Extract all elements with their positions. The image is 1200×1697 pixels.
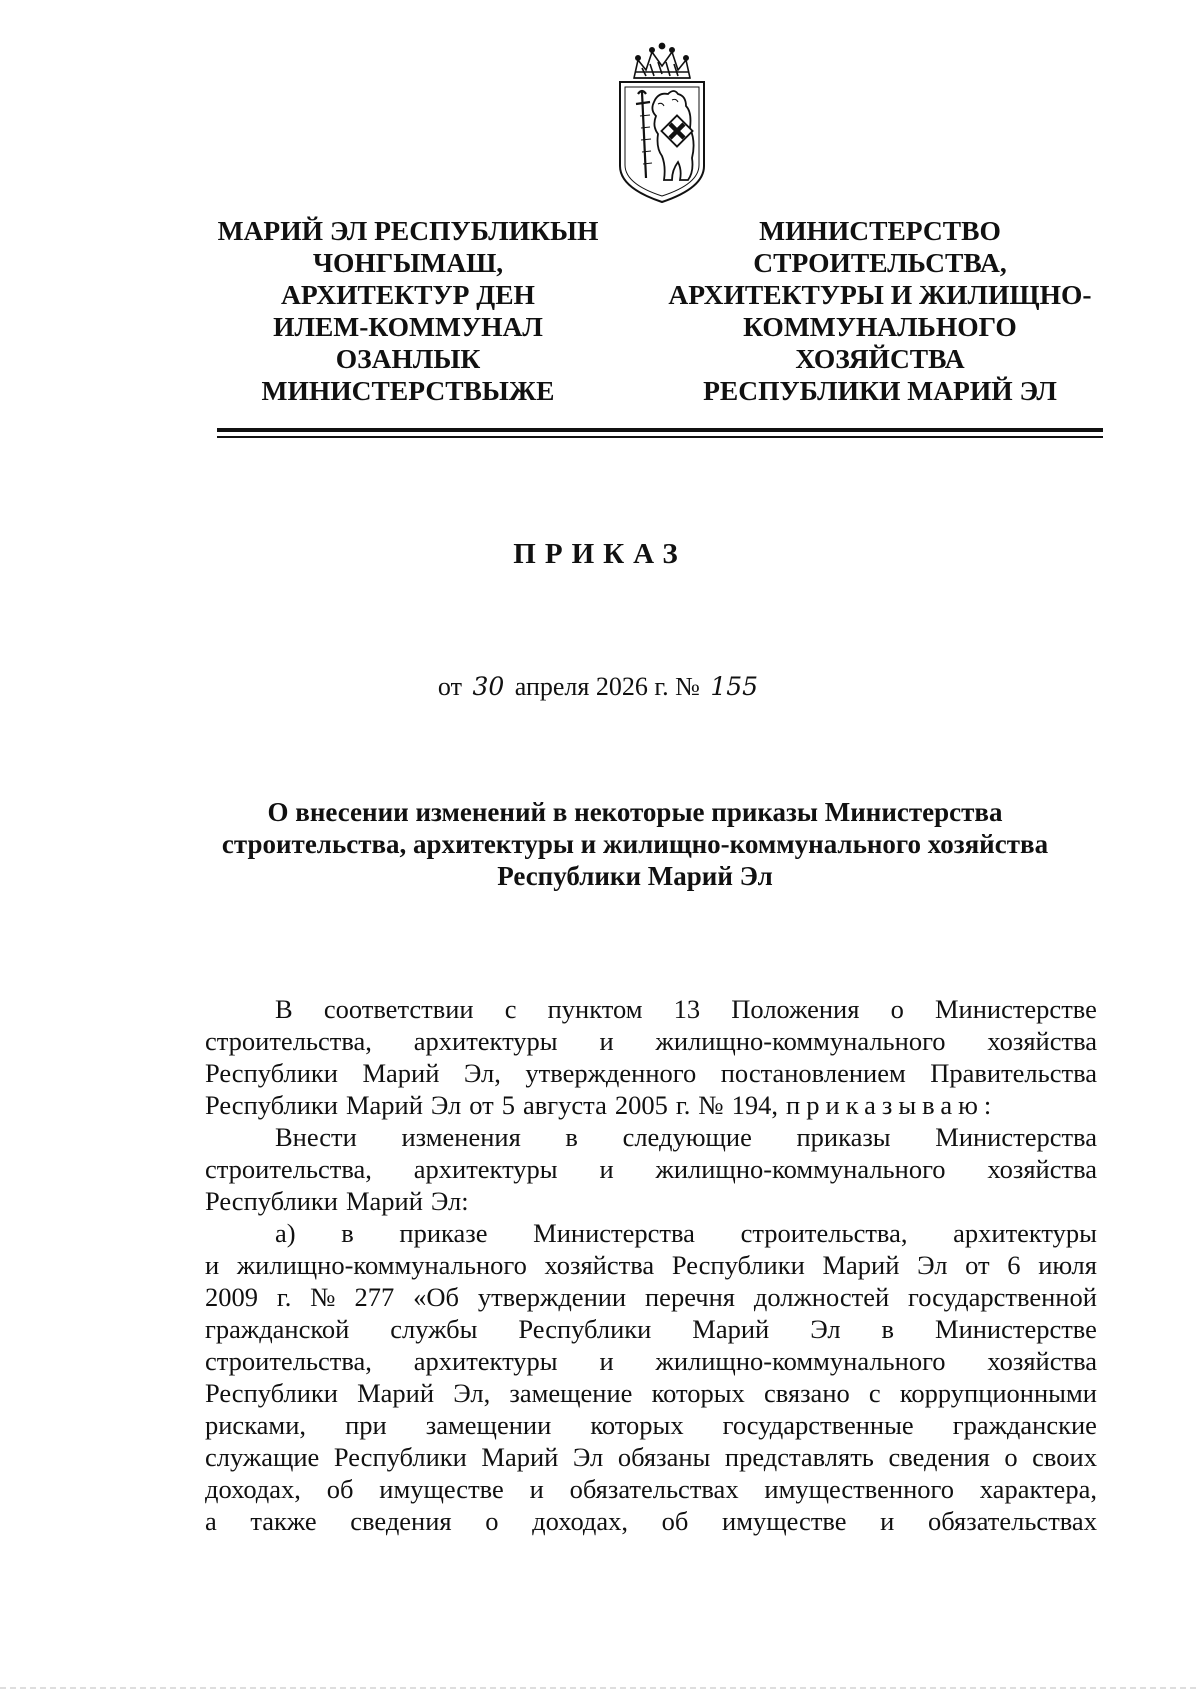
body-word: 5: [501, 1090, 516, 1120]
body-word: №: [310, 1282, 336, 1312]
body-line: [205, 1153, 1097, 1185]
header-left-line: АРХИТЕКТУР ДЕН: [281, 279, 535, 310]
body-word: 6: [1007, 1250, 1021, 1280]
body-word: архитектуры: [413, 1346, 558, 1376]
document-body: [205, 993, 1097, 1537]
body-word: замещение: [509, 1378, 633, 1408]
body-word: 194,: [731, 1090, 779, 1120]
body-word: о: [485, 1506, 499, 1536]
body-word: гражданской: [205, 1314, 350, 1344]
subject-line: Республики Марий Эл: [497, 861, 773, 891]
body-word: строительства,: [205, 1154, 372, 1184]
body-word: государственные: [722, 1410, 914, 1440]
subject-line: строительства, архитектуры и жилищно-коммунального хозяйства: [221, 829, 1049, 859]
body-word: 2009: [205, 1282, 258, 1312]
date-day-handwritten: 30: [472, 672, 505, 701]
body-word: хозяйства: [544, 1250, 655, 1280]
body-line: [205, 1121, 1097, 1153]
body-word: июля: [1038, 1250, 1097, 1280]
body-word: доходах,: [205, 1474, 301, 1504]
body-word: приказе: [399, 1218, 488, 1248]
body-line: [205, 1441, 1097, 1473]
header-left-line: МИНИСТЕРСТВЫЖЕ: [261, 375, 555, 406]
header-right-line: СТРОИТЕЛЬСТВА,: [753, 247, 1007, 278]
body-word: и: [599, 1026, 614, 1056]
body-word: с: [868, 1378, 881, 1408]
body-word: служащие: [205, 1442, 320, 1472]
body-word: хозяйства: [987, 1346, 1097, 1376]
body-word: связано: [763, 1378, 850, 1408]
body-word: Марий: [345, 1186, 423, 1216]
header-divider-thin: [217, 436, 1103, 438]
body-word: и: [599, 1154, 614, 1184]
body-line: [205, 1377, 1097, 1409]
document-type-title: ПРИКАЗ: [513, 538, 687, 570]
body-word: в: [881, 1314, 895, 1344]
body-word: жилищно-коммунального: [655, 1026, 946, 1056]
body-word: жилищно-коммунального: [655, 1346, 946, 1376]
body-word: Министерства: [935, 1122, 1097, 1152]
body-word: Правительства: [930, 1058, 1097, 1088]
body-word: Республики: [671, 1250, 805, 1280]
body-word: в: [341, 1218, 354, 1248]
body-word-spaced: приказываю:: [786, 1090, 998, 1120]
body-word: службы: [390, 1314, 478, 1344]
body-line: [205, 1185, 1097, 1217]
body-word: хозяйства: [987, 1026, 1097, 1056]
body-word: Эл: [917, 1250, 948, 1280]
header-left-line: МАРИЙ ЭЛ РЕСПУБЛИКЫН: [217, 215, 599, 246]
body-word: имущественного: [764, 1474, 954, 1504]
subject-line: О внесении изменений в некоторые приказы Министерства: [267, 797, 1003, 827]
date-rest: апреля 2026 г. №: [514, 672, 700, 701]
body-line: [205, 1217, 1097, 1249]
body-word: доходах,: [532, 1506, 629, 1536]
header-left-line: ОЗАНЛЫК: [335, 343, 481, 374]
body-word: обязаны: [617, 1442, 711, 1472]
body-line: [205, 1345, 1097, 1377]
body-word: в: [565, 1122, 578, 1152]
body-word: августа: [523, 1090, 607, 1120]
document-subject: [170, 796, 1100, 892]
body-word: изменения: [401, 1122, 521, 1152]
document-dateline: [0, 672, 1200, 702]
body-word: имуществе: [379, 1474, 504, 1504]
body-word: архитектуры: [413, 1154, 558, 1184]
date-prefix: от: [437, 672, 462, 701]
body-line: [205, 993, 1097, 1025]
body-word: и: [599, 1346, 614, 1376]
body-line: [205, 1249, 1097, 1281]
header-right-line: КОММУНАЛЬНОГО: [743, 311, 1017, 342]
body-line: [205, 1025, 1097, 1057]
body-word: а: [205, 1506, 217, 1536]
body-line: [205, 1057, 1097, 1089]
body-word: должностей: [753, 1282, 890, 1312]
body-word: и: [880, 1506, 895, 1536]
header-right-line: РЕСПУБЛИКИ МАРИЙ ЭЛ: [703, 375, 1057, 406]
header-divider-thick: [217, 428, 1103, 432]
header-right-line: ХОЗЯЙСТВА: [795, 343, 965, 374]
body-word: «Об: [413, 1282, 459, 1312]
header-mari-name: [185, 215, 631, 407]
body-word: 2005: [614, 1090, 668, 1120]
body-word: также: [250, 1506, 317, 1536]
body-word: с: [504, 994, 517, 1024]
body-word: об: [326, 1474, 354, 1504]
body-word: Министерстве: [935, 1314, 1097, 1344]
body-word: архитектуры: [413, 1026, 558, 1056]
body-word: строительства,: [205, 1346, 372, 1376]
body-word: Марий: [357, 1378, 435, 1408]
body-word: при: [345, 1410, 387, 1440]
body-line: [205, 1089, 1097, 1121]
body-word: Эл: [572, 1442, 604, 1472]
body-word: перечня: [645, 1282, 735, 1312]
body-word: строительства,: [740, 1218, 908, 1248]
body-word: и: [205, 1250, 220, 1280]
body-word: Внести: [275, 1122, 357, 1152]
body-word: о: [890, 994, 904, 1024]
body-word: об: [661, 1506, 689, 1536]
body-word: Министерства: [533, 1218, 695, 1248]
body-word: жилищно-коммунального: [236, 1250, 527, 1280]
header-russian-name: [655, 215, 1105, 407]
body-word: г.: [276, 1282, 292, 1312]
body-word: представлять: [724, 1442, 874, 1472]
body-word: №: [698, 1090, 724, 1120]
body-word: Эл:: [430, 1186, 469, 1216]
body-word: от: [965, 1250, 990, 1280]
body-word: имуществе: [722, 1506, 847, 1536]
body-word: пунктом: [547, 994, 643, 1024]
coat-of-arms-icon: [612, 38, 712, 206]
header-left-line: ИЛЕМ-КОММУНАЛ: [273, 311, 543, 342]
body-word: Марий: [692, 1314, 770, 1344]
body-word: коррупционными: [899, 1378, 1097, 1408]
body-word: 277: [354, 1282, 395, 1312]
body-word: архитектуры: [953, 1218, 1097, 1248]
body-line: [205, 1281, 1097, 1313]
body-line: [205, 1409, 1097, 1441]
body-word: соответствии: [323, 994, 474, 1024]
body-word: Марий: [481, 1442, 559, 1472]
body-word: замещении: [425, 1410, 552, 1440]
body-word: и: [529, 1474, 544, 1504]
body-word: утверждении: [477, 1282, 627, 1312]
body-word: Республики: [205, 1090, 338, 1120]
document-number-handwritten: 155: [710, 672, 759, 701]
body-word: государственной: [908, 1282, 1097, 1312]
body-word: обязательствах: [569, 1474, 739, 1504]
body-word: 13: [673, 994, 701, 1024]
body-word: Марий: [345, 1090, 423, 1120]
body-word: г.: [675, 1090, 691, 1120]
body-word: Эл: [810, 1314, 841, 1344]
body-word: гражданские: [952, 1410, 1097, 1440]
body-word: приказы: [796, 1122, 891, 1152]
body-word: Республики: [333, 1442, 467, 1472]
body-word: сведения: [350, 1506, 452, 1536]
header-left-line: ЧОНГЫМАШ,: [312, 247, 504, 278]
scan-edge: [0, 1687, 1200, 1689]
body-word: Республики: [205, 1058, 338, 1088]
header-right-line: АРХИТЕКТУРЫ И ЖИЛИЩНО-: [668, 279, 1092, 310]
body-word: следующие: [622, 1122, 752, 1152]
body-word: В: [275, 994, 293, 1024]
body-word: которых: [651, 1378, 745, 1408]
body-word: Эл,: [453, 1378, 491, 1408]
body-word: характера,: [979, 1474, 1097, 1504]
body-word: хозяйства: [987, 1154, 1097, 1184]
body-word: Республики: [205, 1378, 338, 1408]
body-word: Марий: [822, 1250, 900, 1280]
body-line: [205, 1313, 1097, 1345]
body-line: [205, 1473, 1097, 1505]
body-word: Марий: [362, 1058, 440, 1088]
body-word: Эл,: [463, 1058, 501, 1088]
body-word: Положения: [731, 994, 860, 1024]
body-word: от: [469, 1090, 494, 1120]
body-word: утвержденного: [525, 1058, 697, 1088]
body-word: о: [1004, 1442, 1018, 1472]
body-word: постановлением: [720, 1058, 906, 1088]
body-word: Эл: [430, 1090, 462, 1120]
body-word: своих: [1032, 1442, 1097, 1472]
body-word: Министерстве: [934, 994, 1097, 1024]
body-word: сведения: [888, 1442, 990, 1472]
body-word: Республики: [518, 1314, 652, 1344]
body-word: обязательствах: [927, 1506, 1097, 1536]
header-right-line: МИНИСТЕРСТВО: [759, 215, 1001, 246]
body-line: [205, 1505, 1097, 1537]
body-word: которых: [590, 1410, 684, 1440]
body-word: строительства,: [205, 1026, 372, 1056]
body-word: Республики: [205, 1186, 338, 1216]
body-word: рисками,: [205, 1410, 307, 1440]
body-word: жилищно-коммунального: [655, 1154, 946, 1184]
body-word: а): [275, 1218, 296, 1248]
